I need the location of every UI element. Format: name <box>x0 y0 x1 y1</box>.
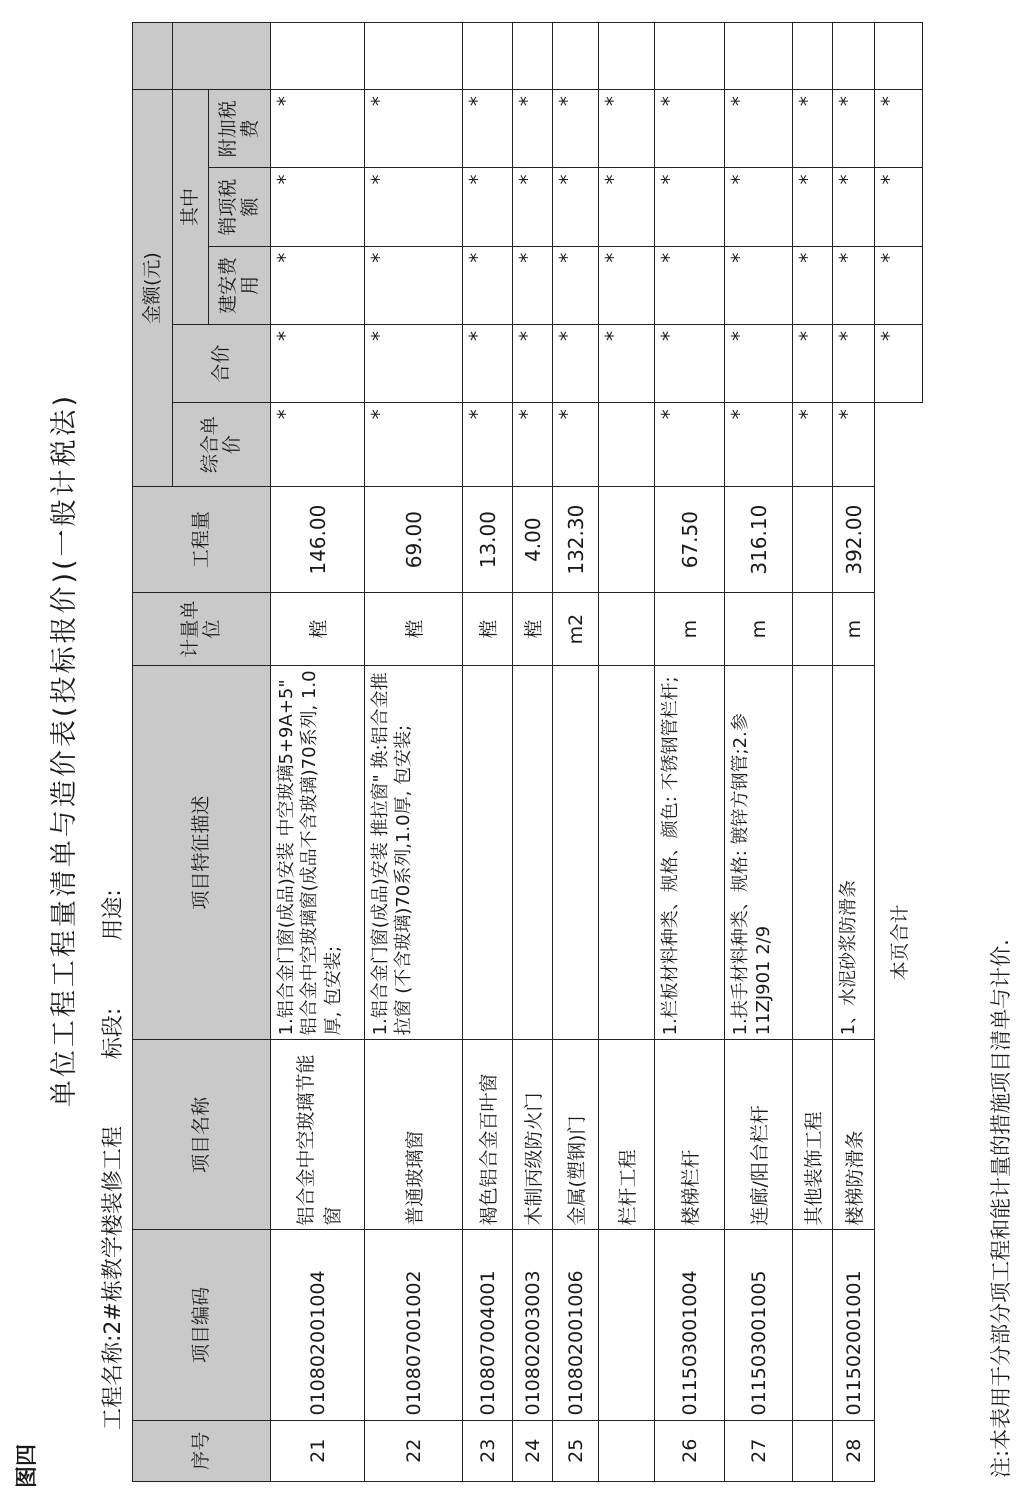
project-name: 工程名称:2#栋教学楼装修工程 <box>101 1126 126 1430</box>
cell-qty: 4.00 <box>513 487 553 593</box>
cell-desc <box>463 665 513 1040</box>
cell-qty <box>793 487 833 593</box>
cell-code: 011503001004 <box>655 1230 725 1420</box>
cell-unit-price: * <box>463 403 513 487</box>
cell-safety: * <box>793 246 833 324</box>
cell-qty: 316.10 <box>725 487 793 593</box>
cell-unit: 樘 <box>463 593 513 666</box>
cell-total: * <box>365 324 463 402</box>
header-unit-price: 综合单价 <box>173 403 271 487</box>
header-amount: 金额(元) <box>133 90 173 487</box>
cell-code: 010802001006 <box>553 1230 599 1420</box>
figure-label: 图四 <box>15 1443 40 1488</box>
page-total-label: 本页合计 <box>875 403 923 1482</box>
cell-surtax: * <box>513 90 553 168</box>
cell-unit-price: * <box>655 403 725 487</box>
cell-surtax: * <box>271 90 365 168</box>
cell-safety: * <box>833 246 875 324</box>
cell-total: * <box>463 324 513 402</box>
cell-blank <box>599 23 655 90</box>
table-row <box>833 23 875 1482</box>
page-total-total: * <box>875 324 923 402</box>
cell-qty: 146.00 <box>271 487 365 593</box>
cell-blank <box>463 23 513 90</box>
cell-qty: 69.00 <box>365 487 463 593</box>
header-among: 其中 <box>173 90 209 325</box>
cell-code: 011502001001 <box>833 1230 875 1420</box>
cell-name: 褐色铝合金百叶窗 <box>463 1040 513 1230</box>
cell-unit: 樘 <box>271 593 365 666</box>
cell-surtax: * <box>793 90 833 168</box>
header-output-tax: 销项税额 <box>209 168 271 246</box>
cell-name: 栏杆工程 <box>599 1040 655 1230</box>
cell-blank <box>553 23 599 90</box>
cell-total: * <box>725 324 793 402</box>
header-total: 合价 <box>173 324 271 402</box>
cell-qty: 132.30 <box>553 487 599 593</box>
cell-total: * <box>513 324 553 402</box>
cell-output-tax: * <box>833 168 875 246</box>
cell-safety: * <box>553 246 599 324</box>
cell-unit-price: * <box>553 403 599 487</box>
header-unit: 计量单位 <box>133 593 271 666</box>
cell-total: * <box>793 324 833 402</box>
cell-safety: * <box>271 246 365 324</box>
project-info <box>96 869 127 1430</box>
cell-output-tax: * <box>271 168 365 246</box>
cell-output-tax: * <box>793 168 833 246</box>
header-seq: 序号 <box>133 1420 271 1481</box>
cell-code: 010807001002 <box>365 1230 463 1420</box>
cell-output-tax: * <box>599 168 655 246</box>
header-desc: 项目特征描述 <box>133 665 271 1040</box>
cell-blank <box>655 23 725 90</box>
cell-seq: 24 <box>513 1420 553 1481</box>
cell-blank <box>875 23 923 90</box>
cell-qty <box>599 487 655 593</box>
header-code: 项目编码 <box>133 1230 271 1420</box>
cell-output-tax: * <box>513 168 553 246</box>
cell-desc: 1.铝合金门窗(成品)安装 推拉窗" 换:铝合金推拉窗 (不含玻璃)70系列,1.0厚, 包安装; <box>365 665 463 1040</box>
cell-name: 金属(塑钢)门 <box>553 1040 599 1230</box>
cell-qty: 67.50 <box>655 487 725 593</box>
cell-surtax: * <box>365 90 463 168</box>
table-row <box>655 23 725 1482</box>
cell-code: 010802003003 <box>513 1230 553 1420</box>
footnote: 注:本表用于分部分项工程和能计量的措施项目清单与计价. <box>989 939 1013 1478</box>
table-row <box>553 23 599 1482</box>
cell-safety: * <box>655 246 725 324</box>
page-total-safety: * <box>875 246 923 324</box>
table-row <box>725 23 793 1482</box>
cell-output-tax: * <box>725 168 793 246</box>
cell-seq: 22 <box>365 1420 463 1481</box>
cell-total: * <box>271 324 365 402</box>
cell-unit-price: * <box>365 403 463 487</box>
header-blank-right-2 <box>173 23 271 90</box>
cell-unit <box>793 593 833 666</box>
header-qty: 工程量 <box>133 487 271 593</box>
cell-name: 连廊/阳台栏杆 <box>725 1040 793 1230</box>
cell-desc: 1.栏板材料种类、规格、颜色: 不锈钢管栏杆; <box>655 665 725 1040</box>
cell-desc: 1.扶手材料种类、规格: 镀锌方钢管;2.参11ZJ901 2/9 <box>725 665 793 1040</box>
cell-unit: m <box>655 593 725 666</box>
cell-safety: * <box>599 246 655 324</box>
cell-desc: 1.铝合金门窗(成品)安装 中空玻璃5+9A+5" 铝合金中空玻璃窗(成品不含玻璃)70系列, 1.0厚, 包安装; <box>271 665 365 1040</box>
cell-qty: 13.00 <box>463 487 513 593</box>
cell-name: 楼梯防滑条 <box>833 1040 875 1230</box>
cell-surtax: * <box>463 90 513 168</box>
cell-safety: * <box>463 246 513 324</box>
cell-unit <box>599 593 655 666</box>
table-row <box>513 23 553 1482</box>
cell-code: 010807004001 <box>463 1230 513 1420</box>
cell-name: 普通玻璃窗 <box>365 1040 463 1230</box>
cell-desc <box>513 665 553 1040</box>
cell-blank <box>793 23 833 90</box>
header-safety: 建安费用 <box>209 246 271 324</box>
cell-safety: * <box>513 246 553 324</box>
page-total-output-tax: * <box>875 168 923 246</box>
page-total-surtax: * <box>875 90 923 168</box>
cell-seq: 26 <box>655 1420 725 1481</box>
cell-output-tax: * <box>655 168 725 246</box>
cell-unit-price: * <box>513 403 553 487</box>
cell-unit: 樘 <box>365 593 463 666</box>
table-row <box>463 23 513 1482</box>
cell-name: 铝合金中空玻璃节能窗 <box>271 1040 365 1230</box>
cell-unit-price: * <box>793 403 833 487</box>
page-title: 单位工程工程量清单与造价表(投标报价)(一般计税法) <box>49 392 80 1108</box>
cell-unit-price: * <box>725 403 793 487</box>
cell-desc: 1、水泥砂浆防滑条 <box>833 665 875 1040</box>
cell-unit-price <box>599 403 655 487</box>
cell-blank <box>271 23 365 90</box>
cell-seq <box>599 1420 655 1481</box>
cell-unit: m <box>725 593 793 666</box>
cell-seq <box>793 1420 833 1481</box>
cell-blank <box>725 23 793 90</box>
cell-safety: * <box>365 246 463 324</box>
cell-unit: m2 <box>553 593 599 666</box>
table-row <box>271 23 365 1482</box>
header-surtax: 附加税费 <box>209 90 271 168</box>
project-section: 标段: <box>101 1007 126 1060</box>
cell-total: * <box>599 324 655 402</box>
cell-unit: 樘 <box>513 593 553 666</box>
cell-code: 011503001005 <box>725 1230 793 1420</box>
cell-safety: * <box>725 246 793 324</box>
cell-code <box>599 1230 655 1420</box>
cell-seq: 25 <box>553 1420 599 1481</box>
cell-output-tax: * <box>463 168 513 246</box>
cell-output-tax: * <box>365 168 463 246</box>
cell-surtax: * <box>833 90 875 168</box>
boq-table <box>132 22 923 1482</box>
cell-blank <box>513 23 553 90</box>
project-usage: 用途: <box>101 889 126 941</box>
cell-surtax: * <box>725 90 793 168</box>
cell-code <box>793 1230 833 1420</box>
cell-total: * <box>655 324 725 402</box>
cell-unit: m <box>833 593 875 666</box>
cell-desc <box>553 665 599 1040</box>
cell-blank <box>833 23 875 90</box>
cell-unit-price: * <box>271 403 365 487</box>
cell-unit-price: * <box>833 403 875 487</box>
cell-seq: 23 <box>463 1420 513 1481</box>
cell-surtax: * <box>599 90 655 168</box>
page-total-row <box>875 23 923 1482</box>
cell-name: 木制丙级防火门 <box>513 1040 553 1230</box>
cell-desc <box>793 665 833 1040</box>
cell-seq: 21 <box>271 1420 365 1481</box>
cell-name: 其他装饰工程 <box>793 1040 833 1230</box>
cell-blank <box>365 23 463 90</box>
table-row-group <box>793 23 833 1482</box>
table-row <box>365 23 463 1482</box>
table-row-group <box>599 23 655 1482</box>
cell-qty: 392.00 <box>833 487 875 593</box>
cell-seq: 28 <box>833 1420 875 1481</box>
cell-surtax: * <box>655 90 725 168</box>
header-name: 项目名称 <box>133 1040 271 1230</box>
cell-total: * <box>553 324 599 402</box>
cell-total: * <box>833 324 875 402</box>
header-blank-right <box>133 23 173 90</box>
cell-output-tax: * <box>553 168 599 246</box>
cell-code: 010802001004 <box>271 1230 365 1420</box>
cell-seq: 27 <box>725 1420 793 1481</box>
cell-desc <box>599 665 655 1040</box>
cell-surtax: * <box>553 90 599 168</box>
cell-name: 楼梯栏杆 <box>655 1040 725 1230</box>
